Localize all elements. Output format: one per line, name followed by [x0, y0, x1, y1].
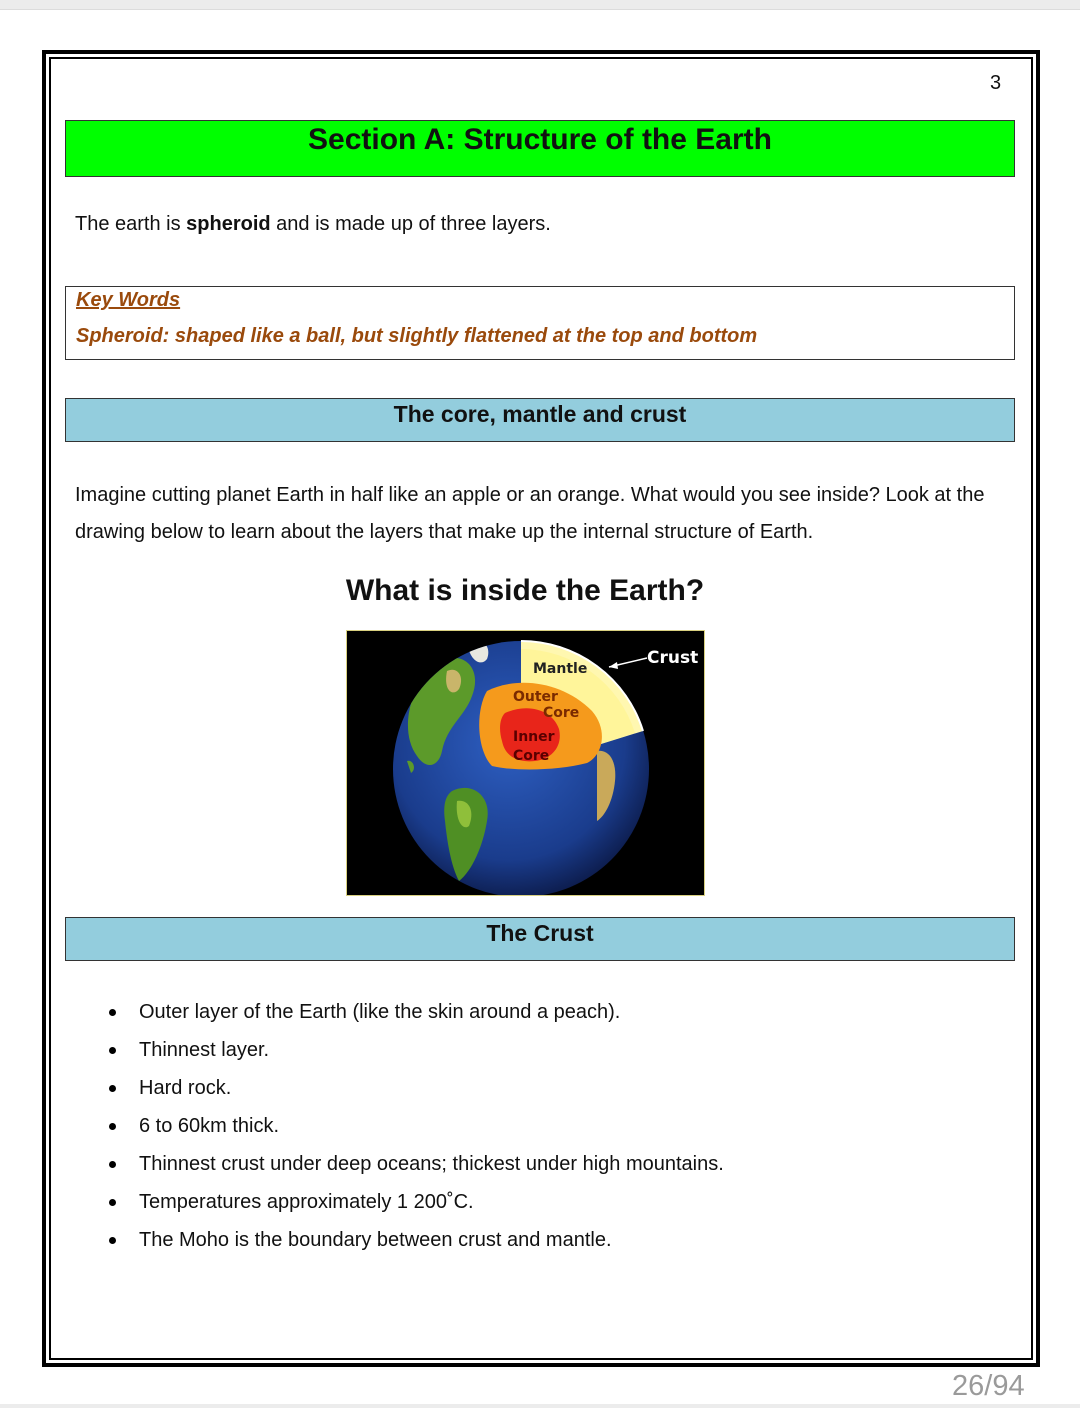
- intro-bold-word: spheroid: [186, 213, 271, 235]
- intro-paragraph: Imagine cutting planet Earth in half like an apple or an orange. What would you see inside? Look at the drawing below to learn about the layers that make up the internal structure of Earth.: [75, 484, 985, 543]
- list-item: Thinnest layer.: [106, 1035, 724, 1073]
- key-words-definition: Spheroid: shaped like a ball, but slightly flattened at the top and bottom: [76, 325, 758, 347]
- intro-text: The earth is spheroid and is made up of three layers.: [75, 213, 551, 235]
- bullet-icon: [109, 1123, 116, 1130]
- label-crust: Crust: [647, 648, 699, 668]
- page-number: 3: [990, 72, 1002, 94]
- bullet-icon: [109, 1047, 116, 1054]
- label-inner-core-1: Inner: [513, 729, 555, 745]
- bullet-icon: [109, 1085, 116, 1092]
- label-outer-core-2: Core: [543, 705, 580, 721]
- list-item: Thinnest crust under deep oceans; thickest under high mountains.: [106, 1149, 724, 1187]
- list-item: Hard rock.: [106, 1073, 724, 1111]
- key-words-box: [65, 286, 1015, 360]
- list-item: The Moho is the boundary between crust and mantle.: [106, 1225, 724, 1263]
- figure-title: What is inside the Earth?: [345, 574, 705, 607]
- earth-structure-diagram: [346, 630, 705, 896]
- top-bar: [0, 0, 1080, 10]
- label-mantle: Mantle: [533, 661, 588, 677]
- bottom-bar: [0, 1404, 1080, 1408]
- label-inner-core-2: Core: [513, 748, 550, 764]
- label-outer-core-1: Outer: [513, 689, 558, 705]
- key-words-title: Key Words: [76, 289, 181, 311]
- crust-heading: The Crust: [65, 917, 1015, 961]
- layers-heading: The core, mantle and crust: [65, 398, 1015, 442]
- list-item: Temperatures approximately 1 200˚C.: [106, 1187, 724, 1225]
- crust-facts-list: [106, 997, 724, 1263]
- bullet-icon: [109, 1199, 116, 1206]
- bullet-icon: [109, 1161, 116, 1168]
- list-item: Outer layer of the Earth (like the skin around a peach).: [106, 997, 724, 1035]
- page-indicator: 26/94: [952, 1370, 1025, 1402]
- bullet-icon: [109, 1237, 116, 1244]
- bullet-icon: [109, 1009, 116, 1016]
- list-item: 6 to 60km thick.: [106, 1111, 724, 1149]
- section-title: Section A: Structure of the Earth: [65, 120, 1015, 177]
